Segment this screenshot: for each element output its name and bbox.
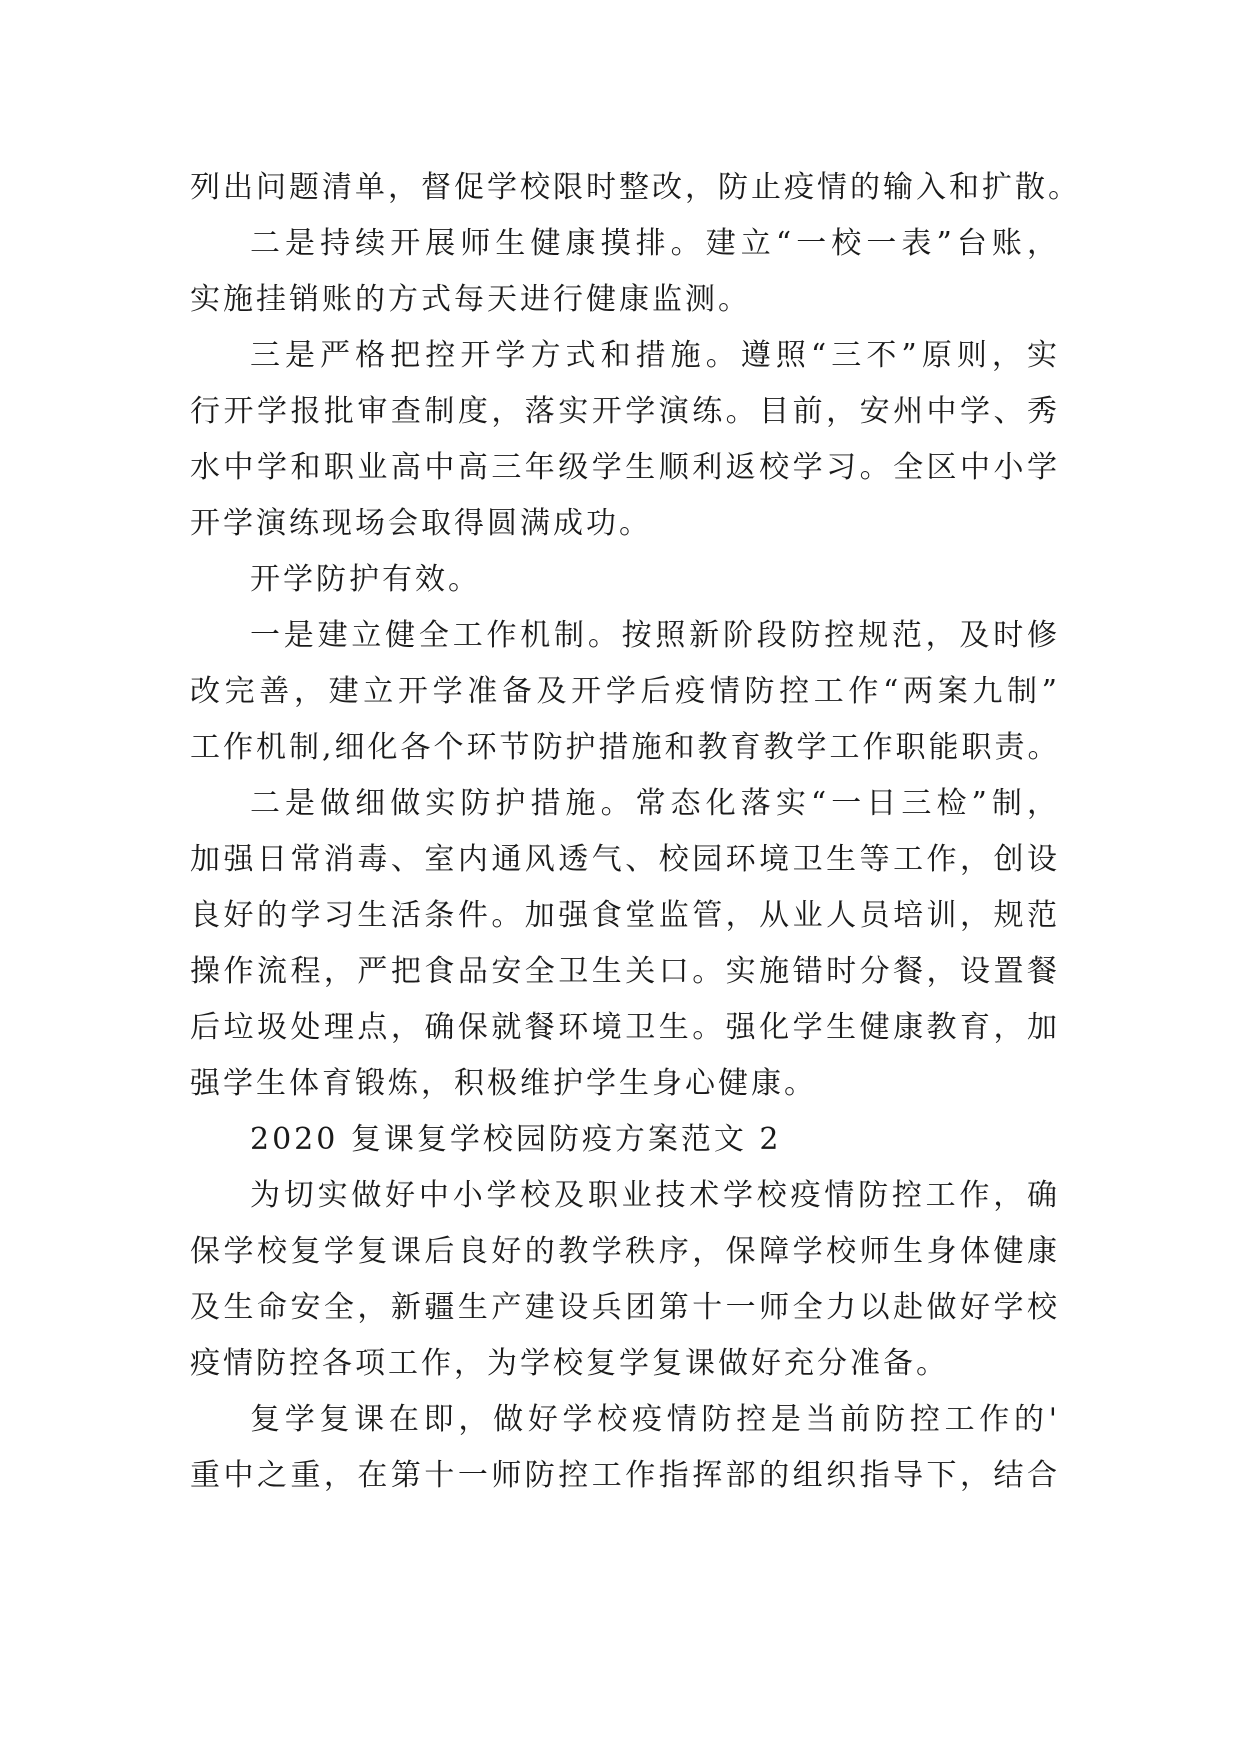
text-line: 加强日常消毒、室内通风透气、校园环境卫生等工作，创设 xyxy=(190,842,1060,877)
text-line: 良好的学习生活条件。加强食堂监管，从业人员培训，规范 xyxy=(190,898,1060,933)
text-line: 二是做细做实防护措施。常态化落实“一日三检”制， xyxy=(250,786,1060,821)
text-line: 后垃圾处理点，确保就餐环境卫生。强化学生健康教育，加 xyxy=(190,1010,1060,1045)
section-heading: 2020 复课复学校园防疫方案范文 2 xyxy=(250,1122,782,1157)
text-line: 实施挂销账的方式每天进行健康监测。 xyxy=(190,282,751,317)
text-line: 三是严格把控开学方式和措施。遵照“三不”原则，实 xyxy=(250,338,1060,373)
text-line: 二是持续开展师生健康摸排。建立“一校一表”台账， xyxy=(250,226,1060,261)
text-line: 为切实做好中小学校及职业技术学校疫情防控工作，确 xyxy=(250,1178,1060,1213)
text-line: 行开学报批审查制度，落实开学演练。目前，安州中学、秀 xyxy=(190,394,1060,429)
text-line: 疫情防控各项工作，为学校复学复课做好充分准备。 xyxy=(190,1346,949,1381)
text-line: 列出问题清单，督促学校限时整改，防止疫情的输入和扩散。 xyxy=(190,170,1081,205)
text-line: 工作机制,细化各个环节防护措施和教育教学工作职能职责。 xyxy=(190,730,1061,765)
document-body xyxy=(190,160,1081,1504)
text-line: 复学复课在即，做好学校疫情防控是当前防控工作的' xyxy=(250,1402,1060,1437)
text-line: 开学防护有效。 xyxy=(250,562,481,597)
text-line: 改完善，建立开学准备及开学后疫情防控工作“两案九制” xyxy=(190,674,1060,709)
text-line: 重中之重，在第十一师防控工作指挥部的组织指导下，结合 xyxy=(190,1458,1060,1493)
text-line: 水中学和职业高中高三年级学生顺利返校学习。全区中小学 xyxy=(190,450,1060,485)
text-line: 开学演练现场会取得圆满成功。 xyxy=(190,506,652,541)
text-line: 一是建立健全工作机制。按照新阶段防控规范，及时修 xyxy=(250,618,1060,653)
text-line: 操作流程，严把食品安全卫生关口。实施错时分餐，设置餐 xyxy=(190,954,1060,989)
text-line: 保学校复学复课后良好的教学秩序，保障学校师生身体健康 xyxy=(190,1234,1060,1269)
text-line: 强学生体育锻炼，积极维护学生身心健康。 xyxy=(190,1066,817,1101)
text-line: 及生命安全，新疆生产建设兵团第十一师全力以赴做好学校 xyxy=(190,1290,1060,1325)
